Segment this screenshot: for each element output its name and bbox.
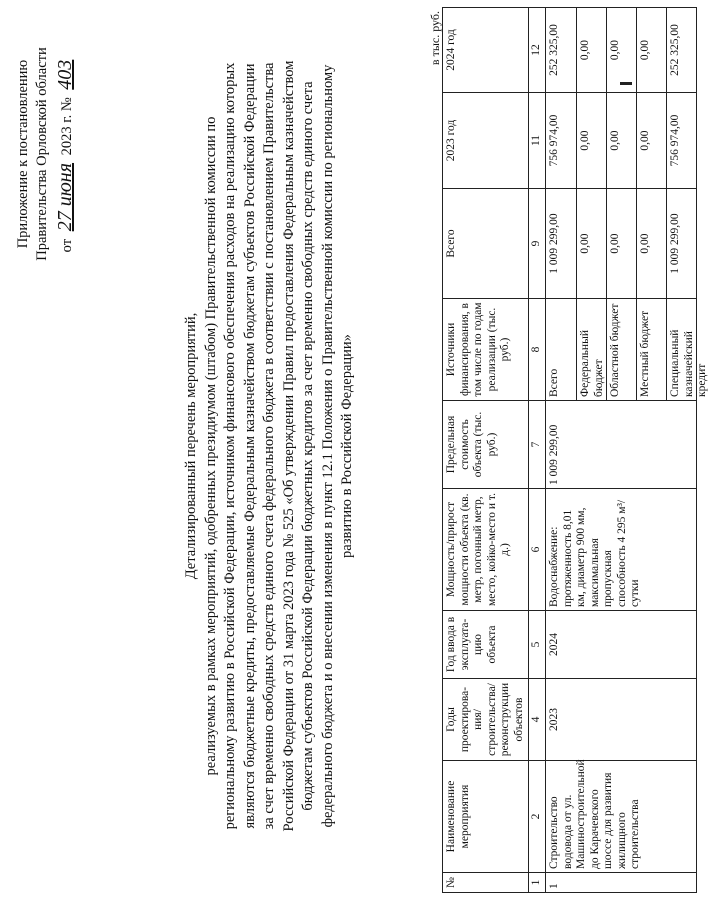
title-line: являются бюджетные кредиты, предоставляемые Федеральным казначейством бюджетам субъектов Российской Федерации [241, 63, 258, 829]
header-capacity: Мощность/прирост мощности объекта (кв. метр, погонный метр, место, койко-место и т. д.) [443, 489, 529, 611]
table-header-row [443, 8, 529, 893]
row-name: Строительство водовода от ул. Машиностроительной до Карачевского шоссе для развития жилищного строительства [545, 761, 696, 873]
source-cell: Областной бюджет [606, 299, 636, 400]
title-line: за счет временно свободных средств единого счета федерального бюджета в соответствии с постановлением Правительства [261, 62, 277, 830]
table-row [545, 8, 696, 893]
source-cell: Всего [547, 368, 560, 397]
title-line: федерального бюджета и о внесении изменения в пункт 12.1 Положения о Правительственной комиссии по региональному [319, 64, 336, 828]
title-line: реализуемых в рамках мероприятий, одобренных президиумом (штабом) Правительственной комиссии по [202, 116, 219, 776]
column-number-row [529, 8, 546, 893]
units-label: в тыс. руб. [428, 11, 442, 66]
header-commission: Год ввода в эксплуата-цию объекта [443, 611, 529, 679]
appendix-line-2: Правительства Орловской области [33, 47, 50, 261]
total-cell: 0,00 [606, 189, 636, 298]
col-number: 4 [529, 679, 546, 761]
row-num: 1 [545, 873, 696, 893]
staple-mark [620, 82, 632, 85]
total-cell: 0,00 [636, 189, 666, 298]
appendix-ot: от [58, 238, 75, 253]
source-cell: Местный бюджет [636, 299, 666, 400]
header-name: Наименование мероприятия [443, 761, 529, 873]
title-line: Детализированный перечень мероприятий, [183, 312, 199, 580]
appendix-block [14, 9, 78, 299]
total-cell: 0,00 [576, 189, 606, 298]
appendix-line-1: Приложение к постановлению [15, 59, 31, 249]
col-number: 8 [529, 299, 546, 401]
header-cost: Предельная стоимость объекта (тыс. руб.) [443, 401, 529, 489]
y2023-cell: 756 974,00 [547, 114, 560, 167]
row-total [545, 189, 696, 299]
header-2024: 2024 год [443, 8, 529, 93]
col-number: 1 [529, 873, 546, 893]
y2023-cell: 756 974,00 [666, 93, 696, 188]
y2024-cell: 0,00 [606, 8, 636, 92]
appendix-line-3 [52, 9, 78, 299]
header-sources: Источники финансирования, в том числе по годам реализации (тыс. руб.) [443, 299, 529, 401]
row-sources [545, 299, 709, 401]
header-total: Всего [443, 189, 529, 299]
source-cell: Специальный казначейский кредит [666, 299, 696, 400]
y2023-cell: 0,00 [606, 93, 636, 188]
row-2023 [545, 93, 696, 189]
col-number: 12 [529, 8, 546, 93]
total-cell: 1 009 299,00 [547, 213, 560, 274]
title-line: бюджетам субъектов Российской Федерации бюджетных кредитов за счет временно свободных средств единого счета [300, 81, 316, 811]
total-cell: 1 009 299,00 [666, 189, 696, 298]
y2023-cell: 0,00 [636, 93, 666, 188]
y2024-cell: 252 325,00 [666, 8, 696, 92]
row-2024 [545, 8, 696, 93]
row-years: 2023 [545, 679, 696, 761]
header-num: № [443, 873, 529, 893]
row-capacity: Водоснабжение: протяженность 8,01 км, диаметр 900 мм, максимальная пропускная способность 4 295 м³/сутки [545, 489, 696, 611]
col-number: 2 [529, 761, 546, 873]
handwritten-number: 403 [53, 59, 76, 90]
title-line: развитию в Российской Федерации» [339, 334, 355, 558]
measures-table [442, 7, 709, 893]
y2024-cell: 252 325,00 [547, 24, 560, 76]
header-2023: 2023 год [443, 93, 529, 189]
header-years: Годы проектирова-ния/ строительства/ реконструкции объектов [443, 679, 529, 761]
col-number: 11 [529, 93, 546, 189]
row-commission: 2024 [545, 611, 696, 679]
source-cell: Федеральный бюджет [576, 299, 606, 400]
col-number: 7 [529, 401, 546, 489]
document-title [182, 21, 358, 871]
handwritten-date: 27 июня [53, 162, 76, 232]
y2023-cell: 0,00 [576, 93, 606, 188]
y2024-cell: 0,00 [576, 8, 606, 92]
col-number: 5 [529, 611, 546, 679]
title-line: региональному развитию в Российской Федерации, источником финансового обеспечения расходов на реализацию которых [222, 62, 238, 830]
appendix-year: 2023 г. № [58, 97, 75, 156]
col-number: 9 [529, 189, 546, 299]
title-line: Российской Федерации от 31 марта 2023 года № 525 «Об утверждении Правил предоставления Федеральным казначейством [280, 60, 297, 832]
y2024-cell: 0,00 [636, 8, 666, 92]
col-number: 6 [529, 489, 546, 611]
row-cost: 1 009 299,00 [545, 401, 696, 489]
